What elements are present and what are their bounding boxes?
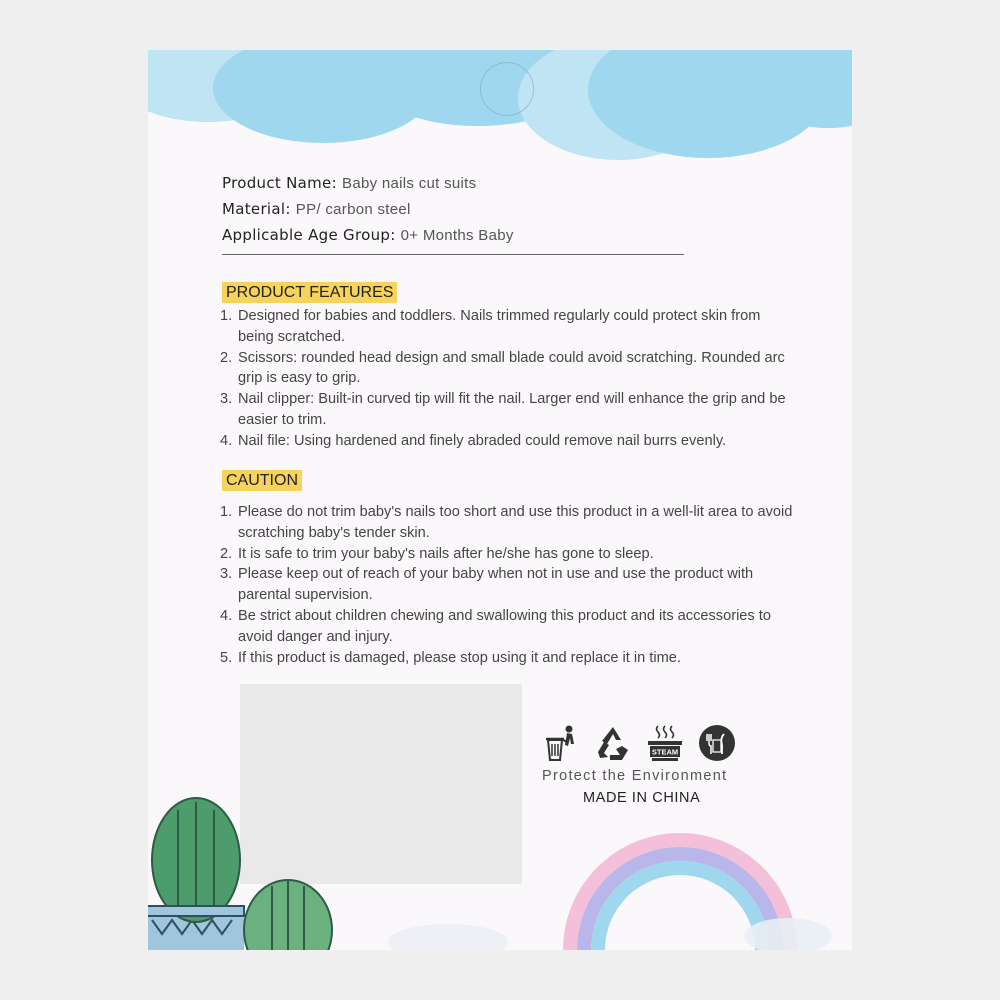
item-number: 3. <box>220 566 233 583</box>
protect-environment-text: Protect the Environment <box>542 768 728 784</box>
item-number: 5. <box>220 649 233 666</box>
age-label: Applicable Age Group: <box>222 226 396 244</box>
rainbow-decoration <box>148 50 852 950</box>
item-number: 2. <box>220 545 233 562</box>
item-text: It is safe to trim your baby's nails after he/she has gone to sleep. <box>238 545 654 562</box>
features-heading: PRODUCT FEATURES <box>222 282 397 303</box>
age-value: 0+ Months Baby <box>400 227 514 244</box>
item-text: If this product is damaged, please stop using it and replace it in time. <box>238 649 681 666</box>
item-number: 2. <box>220 349 233 366</box>
item-text: Be strict about children chewing and swallowing this product and its accessories to avoid danger and injury. <box>238 607 771 645</box>
item-number: 4. <box>220 432 233 449</box>
caution-heading: CAUTION <box>222 470 302 491</box>
product-card <box>148 50 852 950</box>
steam-label: STEAM <box>651 747 679 757</box>
material-value: PP/ carbon steel <box>295 201 411 218</box>
item-text: Please do not trim baby's nails too short and use this product in a well-lit area to avoid scratching baby's tender skin. <box>238 504 793 541</box>
made-in-text: MADE IN CHINA <box>583 790 701 806</box>
item-number: 3. <box>220 391 233 408</box>
item-number: 1. <box>220 504 233 520</box>
product-name-label: Product Name: <box>222 174 337 192</box>
item-text: Please keep out of reach of your baby when not in use and use the product with parental supervision. <box>238 566 754 604</box>
item-text: Nail file: Using hardened and finely abraded could remove nail burrs evenly. <box>238 432 727 449</box>
item-text: Designed for babies and toddlers. Nails trimmed regularly could protect skin from being scratched. <box>238 308 761 345</box>
item-text: Nail clipper: Built-in curved tip will fit the nail. Larger end will enhance the grip and be easier to trim. <box>238 391 786 428</box>
material-label: Material: <box>222 200 291 218</box>
item-text: Scissors: rounded head design and small blade could avoid scratching. Rounded arc grip is easy to grip. <box>238 349 785 387</box>
item-number: 4. <box>220 607 233 624</box>
product-name-value: Baby nails cut suits <box>342 175 477 192</box>
item-number: 1. <box>220 308 233 324</box>
